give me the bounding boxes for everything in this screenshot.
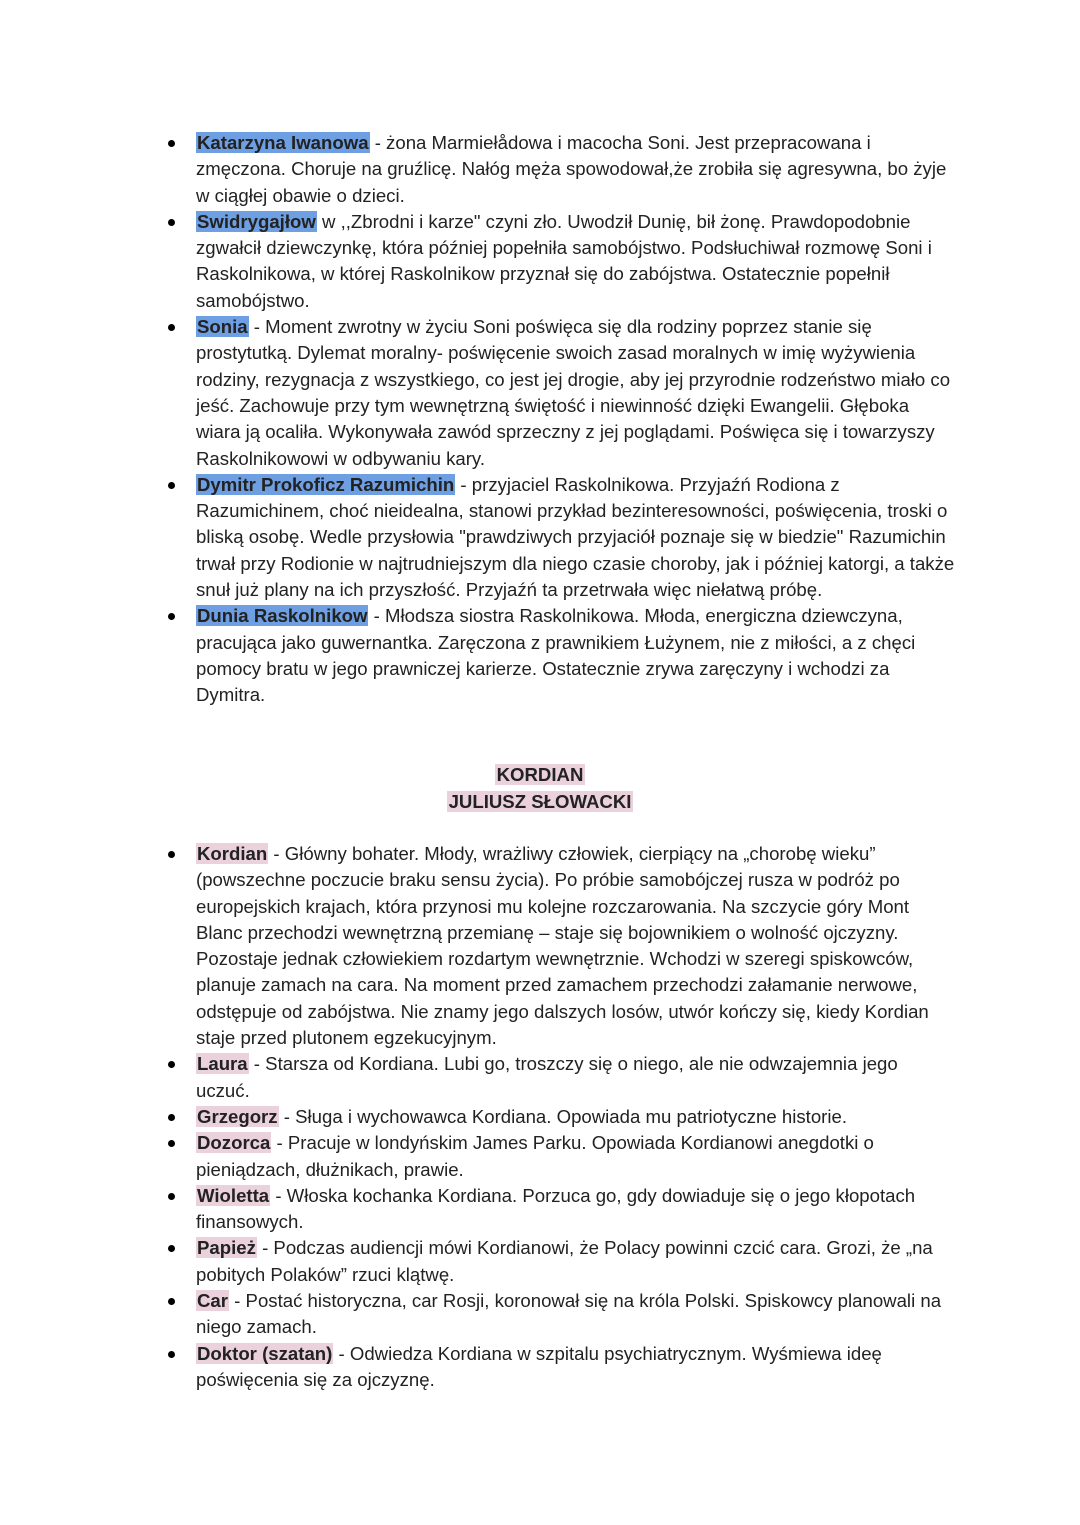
character-description: - Postać historyczna, car Rosji, koronował się na króla Polski. Spiskowcy planowali na niego zamach. — [196, 1290, 942, 1338]
character-description: - Podczas audiencji mówi Kordianowi, że Polacy powinni czcić cara. Grozi, że „na pobitych Polaków” rzuci klątwę. — [196, 1237, 933, 1285]
list-item — [196, 1051, 956, 1104]
character-name: Katarzyna Iwanowa — [197, 132, 369, 153]
character-name: Papież — [197, 1237, 256, 1259]
character-name: Grzegorz — [197, 1105, 278, 1127]
character-description: w ,,Zbrodni i karze" czyni zło. Uwodził Dunię, bił żonę. Prawdopodobnie zgwałcił dziewczynkę, która później popełniła samobójstwo. Podsłuchiwał rozmowę Soni i Raskolnikowa, w której Raskolnikow przyznał się do zabójstwa. Ostatecznie popełnił samobójstwo. — [196, 210, 932, 311]
list-item — [196, 1183, 956, 1236]
character-description: - Główny bohater. Młody, wrażliwy człowiek, cierpiący na „chorobę wieku” (powszechne poczucie braku sensu życia). Po próbie samobójczej rusza w podróż po europejskich krajach, która przynosi mu kolejne rozczarowania. Na szczycie góry Mont Blanc przechodzi wewnętrzną przemianę – staje się bojownikiem o wolność ojczyzny. Pozostaje jednak człowiekiem rozdartym wewnętrznie. Wchodzi w szeregi spiskowców, planuje zamach na cara. Na moment przed zamachem przechodzi załamanie nerwowe, odstępuje od zabójstwa. Nie znamy jego dalszych losów, utwór kończy się, kiedy Kordian staje przed plutonem egzekucyjnym. — [196, 843, 929, 1049]
character-name: Car — [197, 1290, 229, 1312]
section-title — [0, 761, 1080, 788]
list-item — [196, 314, 956, 472]
character-name: Doktor (szatan) — [197, 1342, 333, 1364]
character-description: - Pracuje w londyńskim James Parku. Opowiada Kordianowi anegdotki o pieniądzach, dłużnikach, prawie. — [196, 1132, 874, 1180]
character-description: - Moment zwrotny w życiu Soni poświęca się dla rodziny poprzez stanie się prostytutką. Dylemat moralny- poświęcenie swoich zasad moralnych w imię wyżywienia rodziny, rezygnacja z wszystkiego, co jest jej drogie, aby jej przyrodnie rodzeństwo miało co jeść. Zachowuje przy tym wewnętrzną świętość i niewinność dzięki Ewangelii. Głęboka wiara ją ocaliła. Wykonywała zawód sprzeczny z jej poglądami. Poświęca się i towarzyszy Raskolnikowowi w odbywaniu kary. — [196, 316, 951, 469]
character-description: - Sługa i wychowawca Kordiana. Opowiada mu patriotyczne historie. — [278, 1105, 848, 1127]
character-name: Dozorca — [197, 1132, 271, 1154]
character-name: Dymitr Prokoficz Razumichin — [197, 473, 455, 495]
character-list-kordian — [196, 841, 956, 1393]
character-name: Kordian — [197, 843, 268, 864]
character-description: - Starsza od Kordiana. Lubi go, troszczy się o niego, ale nie odwzajemnia jego uczuć. — [196, 1053, 898, 1101]
list-item — [196, 1104, 956, 1130]
character-name: Wioletta — [197, 1184, 270, 1206]
character-description: - przyjaciel Raskolnikowa. Przyjaźń Rodiona z Razumichinem, choć nieidealna, stanowi przykład bezinteresowności, poświęcenia, troski o bliską osobę. Wedle przysłowia "prawdziwych przyjaciół poznaje się w biedzie" Razumichin trwał przy Rodionie w najtrudniejszym dla niego czasie choroby, jak i później katorgi, a także snuł już plany na ich przyszłość. Przyjaźń ta przetrwała więc niełatwą próbę. — [196, 473, 955, 601]
list-item — [196, 1235, 956, 1288]
list-item — [196, 209, 956, 314]
character-list-crime-and-punishment — [196, 130, 956, 709]
character-name: Sonia — [197, 316, 248, 338]
character-name: Dunia Raskolnikow — [197, 605, 368, 627]
character-name: Laura — [197, 1053, 248, 1075]
character-description: - żona Marmiełådowa i macocha Soni. Jest przepracowana i zmęczona. Choruje na gruźlicę. Nałóg męża spowodował,że zrobiła się agresywna, bo żyje w ciągłej obawie o dzieci. — [196, 132, 947, 206]
section-title-text: KORDIAN — [496, 764, 584, 785]
section-author — [0, 788, 1080, 815]
list-item — [196, 472, 956, 603]
character-description: - Odwiedza Kordiana w szpitalu psychiatrycznym. Wyśmiewa ideę poświęcenia się za ojczyznę. — [196, 1342, 882, 1390]
list-item — [196, 1288, 956, 1341]
character-name: Swidrygajłow — [197, 210, 316, 232]
list-item — [196, 841, 956, 1051]
character-description: - Młodsza siostra Raskolnikowa. Młoda, energiczna dziewczyna, pracująca jako guwernantka. Zaręczona z prawnikiem Łużynem, nie z miłości, a z chęci pomocy bratu w jego prawniczej karierze. Ostatecznie zrywa zaręczyny i wchodzi za Dymitra. — [196, 605, 916, 706]
character-description: - Włoska kochanka Kordiana. Porzuca go, gdy dowiaduje się o jego kłopotach finansowych. — [196, 1184, 916, 1233]
section-author-text: JULIUSZ SŁOWACKI — [448, 791, 632, 812]
list-item — [196, 603, 956, 708]
list-item — [196, 1341, 956, 1394]
list-item — [196, 1130, 956, 1183]
list-item — [196, 130, 956, 209]
